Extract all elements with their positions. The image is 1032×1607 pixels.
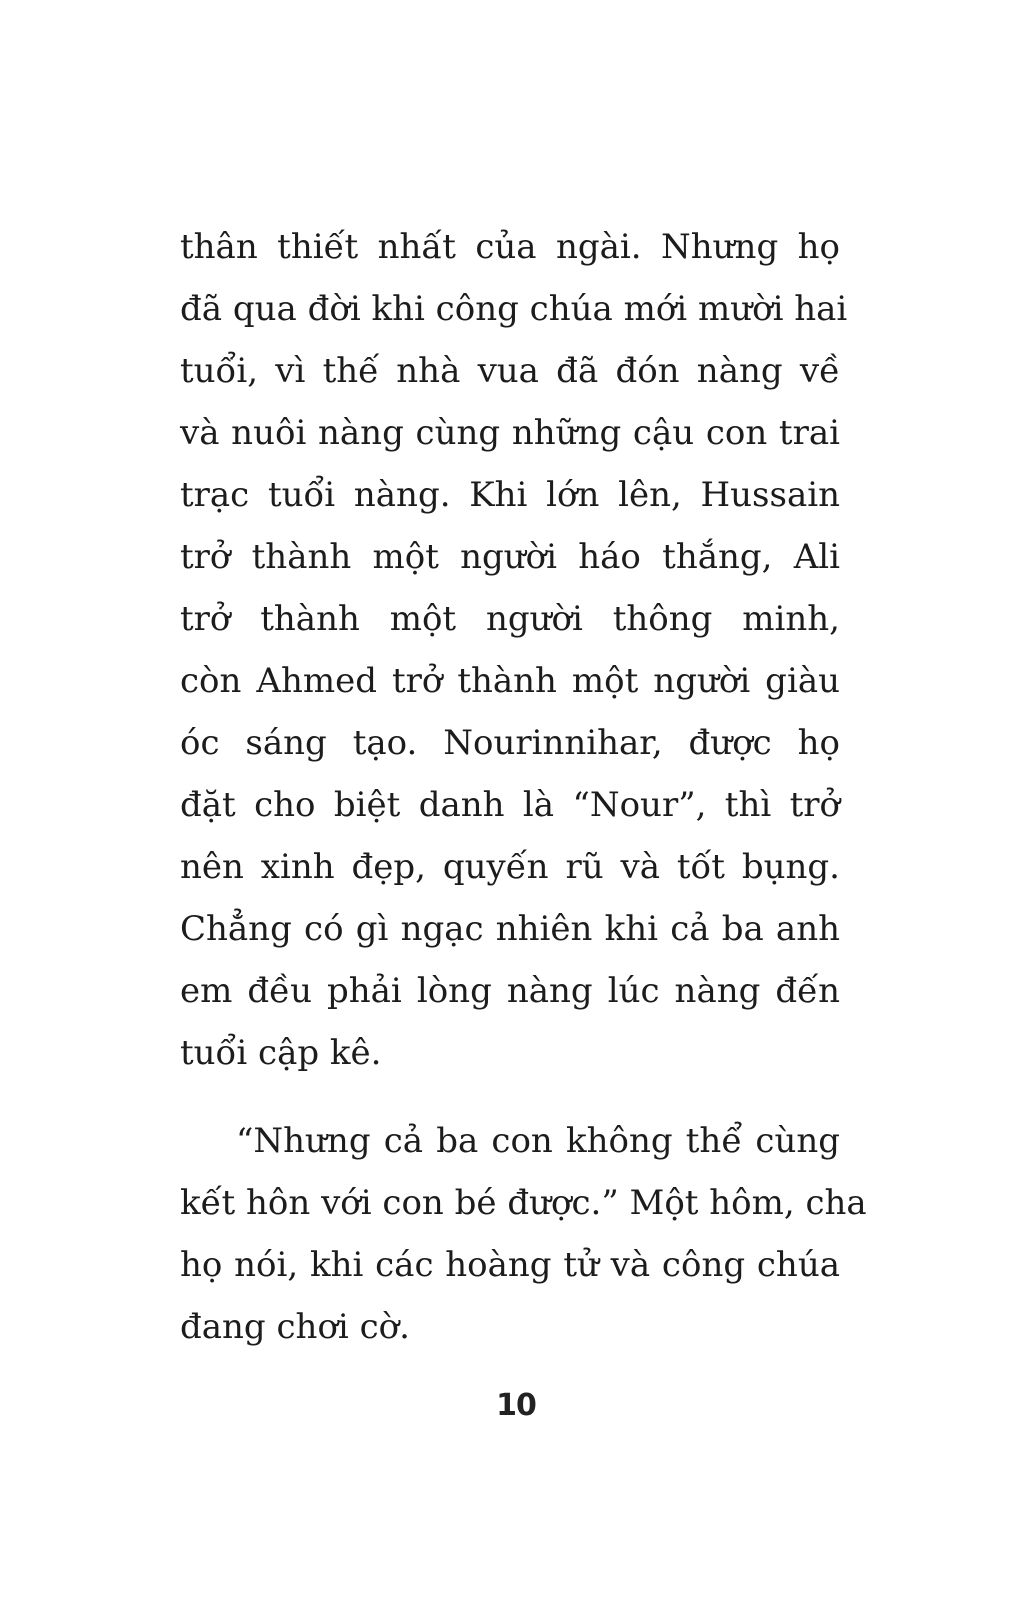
text-line: em đều phải lòng nàng lúc nàng đến (180, 971, 840, 1011)
paragraph-spacer (180, 1084, 840, 1110)
page-number: 10 (496, 1388, 536, 1423)
text-line: tuổi, vì thế nhà vua đã đón nàng về (180, 351, 840, 391)
body-text (180, 216, 867, 1358)
text-line: tuổi cập kê. (180, 1033, 382, 1073)
text-line: còn Ahmed trở thành một người giàu (180, 661, 840, 701)
text-line: trở thành một người háo thắng, Ali (180, 537, 840, 577)
text-line: kết hôn với con bé được.” Một hôm, cha (180, 1183, 867, 1223)
text-line: trở thành một người thông minh, (180, 599, 840, 639)
text-line: “Nhưng cả ba con không thể cùng (236, 1121, 840, 1161)
text-line: trạc tuổi nàng. Khi lớn lên, Hussain (180, 475, 840, 515)
text-line: họ nói, khi các hoàng tử và công chúa (180, 1245, 840, 1285)
text-line: đã qua đời khi công chúa mới mười hai (180, 289, 848, 329)
paragraph (180, 1110, 867, 1358)
text-line: Chẳng có gì ngạc nhiên khi cả ba anh (180, 909, 840, 949)
text-line: đang chơi cờ. (180, 1307, 410, 1347)
text-line: thân thiết nhất của ngài. Nhưng họ (180, 227, 840, 267)
paragraph (180, 216, 848, 1084)
text-line: nên xinh đẹp, quyến rũ và tốt bụng. (180, 847, 840, 887)
text-line: óc sáng tạo. Nourinnihar, được họ (180, 723, 840, 763)
text-line: đặt cho biệt danh là “Nour”, thì trở (180, 785, 840, 825)
text-line: và nuôi nàng cùng những cậu con trai (180, 413, 840, 453)
